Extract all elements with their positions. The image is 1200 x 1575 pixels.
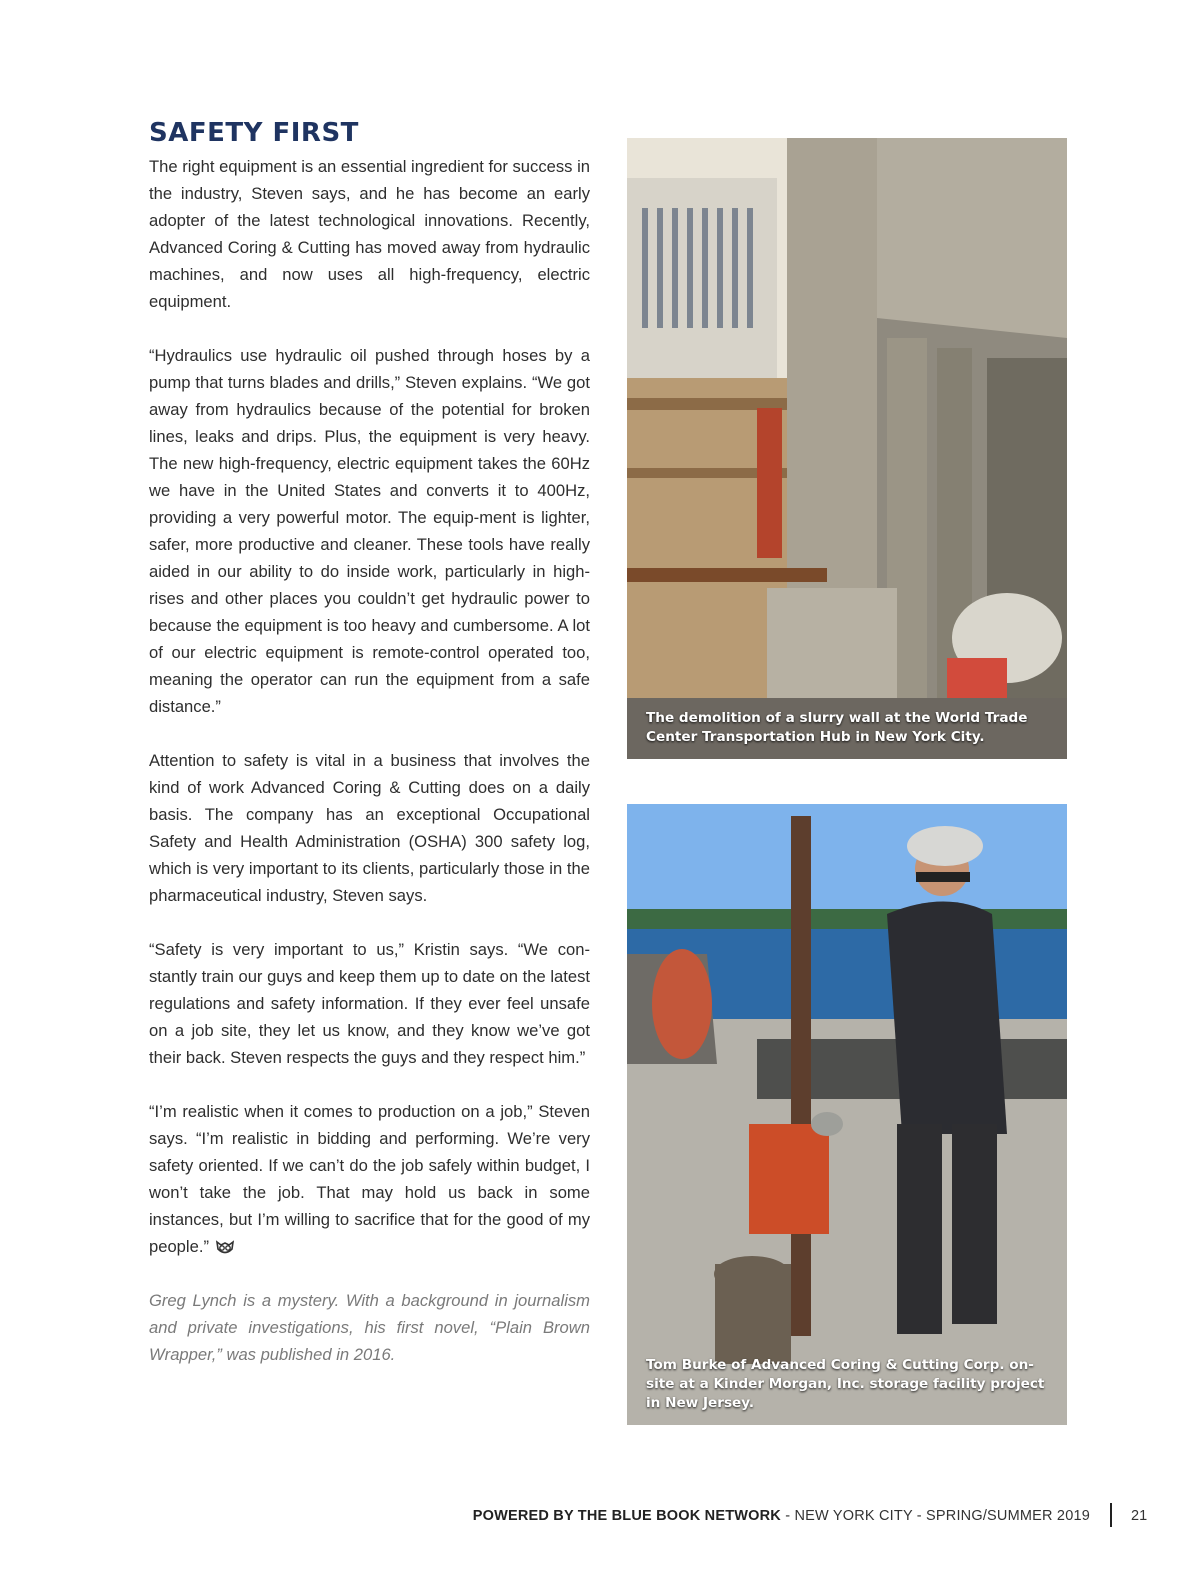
- paragraph: Attention to safety is vital in a business that involves the kind of work Advanced Coring & Cutting does on a daily basis. The company has an exceptional Occupational Safety and Health Administration (OSHA) 300 safety log, which is very important to its clients, particularly those in the pharmaceutical industry, Steven says.: [149, 751, 590, 905]
- page-number: 21: [1131, 1508, 1148, 1524]
- footer-edition: - NEW YORK CITY - SPRING/SUMMER 2019: [780, 1508, 1090, 1524]
- paragraph: The right equipment is an essential ingredient for success in the industry, Steven says, and he has become an early adopter of the latest technological innovations. Recently, Advanced Coring & Cutting has moved away from hydraulic machines, and now uses all high-frequency, electric equipment.: [149, 157, 590, 311]
- photo-illustration: [627, 804, 1067, 1425]
- photo-illustration: [627, 138, 1067, 759]
- section-heading: SAFETY FIRST: [149, 118, 359, 148]
- paragraph: “Hydraulics use hydraulic oil pushed through hoses by a pump that turns blades and drills,” Steven explains. “We got away from hydraulics because of the potential for broken lines, leaks and drips. Plus, the equipment is very heavy. The new high-frequency, electric equipment takes the 60Hz we have in the United States and converts it to 400Hz, providing a very powerful motor. The equip-ment is lighter, safer, more productive and cleaner. These tools have really aided in our ability to do inside work, particularly in high-rises and other places you couldn’t get hydraulic power to because the equipment is too heavy and cumbersome. A lot of our electric equipment is remote-control operated too, meaning the operator can run the equipment from a safe distance.”: [149, 346, 590, 716]
- paragraph: “Safety is very important to us,” Kristin says. “We con-stantly train our guys and keep them up to date on the latest regulations and safety information. If they ever feel unsafe on a job site, they let us know, and they know we’ve got their back. Steven respects the guys and they respect him.”: [149, 940, 590, 1067]
- photo-caption: The demolition of a slurry wall at the World Trade Center Transportation Hub in New York City.: [646, 710, 1028, 745]
- footer-brand: POWERED BY THE BLUE BOOK NETWORK: [472, 1508, 781, 1524]
- photo-slurry-wall-demolition: [627, 138, 1067, 759]
- article-body: [149, 153, 590, 1395]
- owl-end-icon: [215, 1240, 235, 1256]
- photo-worker-coring: [627, 804, 1067, 1425]
- author-bio: Greg Lynch is a mystery. With a background in journalism and private investigations, his first novel, “Plain Brown Wrapper,” was published in 2016.: [149, 1291, 590, 1364]
- paragraph-text: “I’m realistic when it comes to production on a job,” Steven says. “I’m realistic in bidding and performing. We’re very safety oriented. If we can’t do the job safely within budget, I won’t take the job. That may hold us back in some instances, but I’m willing to sacrifice that for the good of my people.”: [149, 1102, 590, 1256]
- photo-caption: Tom Burke of Advanced Coring & Cutting Corp. on-site at a Kinder Morgan, Inc. storage facility project in New Jersey.: [646, 1357, 1045, 1411]
- footer-divider: [1110, 1503, 1112, 1527]
- paragraph-last: [149, 1098, 590, 1260]
- page-footer: [473, 1508, 1090, 1524]
